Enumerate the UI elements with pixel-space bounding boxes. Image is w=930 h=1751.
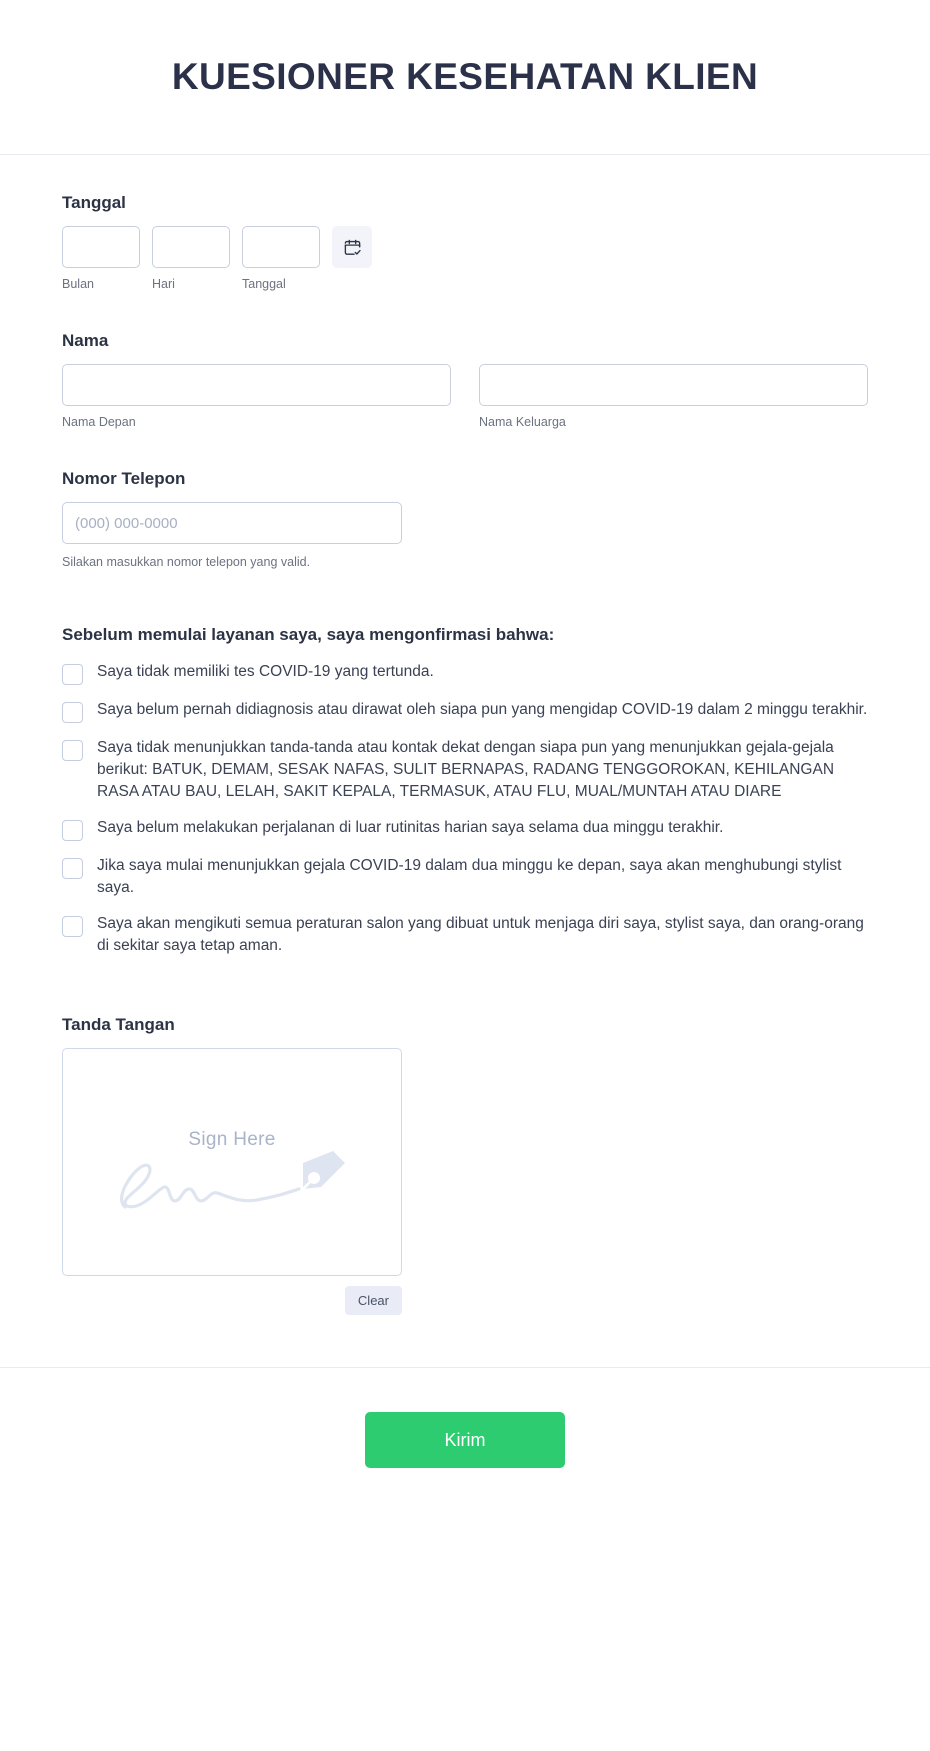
calendar-picker-button[interactable] [332, 226, 372, 268]
date-label: Tanggal [62, 193, 126, 212]
signature-block [62, 1015, 868, 1315]
consent-checkbox-1[interactable] [62, 664, 83, 685]
phone-helper-text: Silakan masukkan nomor telepon yang valid. [62, 555, 311, 569]
date-year-cell [242, 226, 320, 291]
signature-pad[interactable] [62, 1048, 402, 1276]
consent-item-5[interactable] [62, 855, 868, 899]
consent-item-4[interactable] [62, 817, 868, 841]
consent-checkbox-4[interactable] [62, 820, 83, 841]
consent-heading: Sebelum memulai layanan saya, saya mengonfirmasi bahwa: [62, 625, 555, 644]
consent-label-4[interactable]: Saya belum melakukan perjalanan di luar rutinitas harian saya selama dua minggu terakhir. [97, 819, 724, 836]
date-year-sublabel: Tanggal [242, 277, 286, 291]
date-year-input[interactable] [242, 226, 320, 268]
first-name-sublabel: Nama Depan [62, 415, 136, 429]
signature-clear-row [62, 1286, 402, 1315]
form-header [0, 0, 930, 155]
phone-input[interactable] [62, 502, 402, 544]
date-month-input[interactable] [62, 226, 140, 268]
last-name-cell [479, 364, 868, 429]
date-field-block [62, 193, 868, 291]
form-footer [0, 1367, 930, 1522]
name-row [62, 364, 868, 429]
date-day-cell [152, 226, 230, 291]
consent-label-5[interactable]: Jika saya mulai menunjukkan gejala COVID-19 dalam dua minggu ke depan, saya akan menghubungi stylist saya. [97, 857, 842, 896]
last-name-input[interactable] [479, 364, 868, 406]
submit-button[interactable]: Kirim [365, 1412, 565, 1468]
last-name-sublabel: Nama Keluarga [479, 415, 566, 429]
consent-item-2[interactable] [62, 699, 868, 723]
date-month-cell [62, 226, 140, 291]
date-day-sublabel: Hari [152, 277, 175, 291]
page-title: KUESIONER KESEHATAN KLIEN [171, 56, 759, 97]
name-label: Nama [62, 331, 109, 350]
date-row [62, 226, 868, 291]
consent-item-1[interactable] [62, 661, 868, 685]
consent-checkbox-2[interactable] [62, 702, 83, 723]
phone-field-block [62, 469, 868, 569]
clear-signature-button[interactable]: Clear [345, 1286, 402, 1315]
calendar-check-icon [343, 238, 362, 257]
consent-block [62, 625, 868, 957]
signature-label: Tanda Tangan [62, 1015, 175, 1034]
name-field-block [62, 331, 868, 429]
consent-label-1[interactable]: Saya tidak memiliki tes COVID-19 yang tertunda. [97, 663, 434, 680]
phone-label: Nomor Telepon [62, 469, 186, 488]
consent-label-3[interactable]: Saya tidak menunjukkan tanda-tanda atau kontak dekat dengan siapa pun yang menunjukkan gejala-gejala berikut: BATUK, DEMAM, SESAK NAFAS, SULIT BERNAPAS, RADANG TENGGOROKAN, KEHILANGAN RASA ATAU BAU, LELAH, SAKIT KEPALA, TERMASUK, ATAU FLU, MUAL/MUNTAH ATAU DIARE [97, 739, 835, 800]
consent-checkbox-3[interactable] [62, 740, 83, 761]
first-name-input[interactable] [62, 364, 451, 406]
signature-placeholder-art [63, 1129, 401, 1216]
fountain-pen-icon [107, 1145, 357, 1216]
consent-checkbox-5[interactable] [62, 858, 83, 879]
consent-item-3[interactable] [62, 737, 868, 803]
consent-label-6[interactable]: Saya akan mengikuti semua peraturan salon yang dibuat untuk menjaga diri saya, stylist saya, dan orang-orang di sekitar saya tetap aman. [97, 915, 864, 954]
first-name-cell [62, 364, 451, 429]
date-month-sublabel: Bulan [62, 277, 94, 291]
consent-item-6[interactable] [62, 913, 868, 957]
form-body [0, 155, 930, 1325]
consent-label-2[interactable]: Saya belum pernah didiagnosis atau dirawat oleh siapa pun yang mengidap COVID-19 dalam 2 minggu terakhir. [97, 701, 868, 718]
signature-hint-text: Sign Here [188, 1128, 276, 1150]
date-day-input[interactable] [152, 226, 230, 268]
consent-checkbox-6[interactable] [62, 916, 83, 937]
